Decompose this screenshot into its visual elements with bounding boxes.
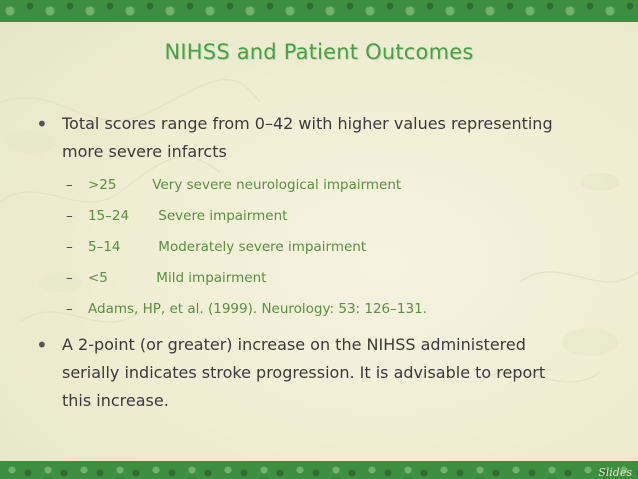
bullet-text-line: Total scores range from 0–42 with higher values representing (62, 114, 553, 133)
dash-glyph: – (66, 239, 73, 255)
dash-glyph: – (66, 177, 73, 193)
bullet-text-line: serially indicates stroke progression. It is advisable to report (62, 363, 546, 382)
bullet-glyph: • (36, 112, 48, 136)
subitem-label: Moderately severe impairment (158, 239, 367, 255)
bullet-text-line: A 2-point (or greater) increase on the NIHSS administered (62, 335, 526, 354)
subitem-range: 15–24 (88, 208, 130, 224)
dash-glyph: – (66, 270, 73, 286)
subitem-moderately-severe (36, 232, 606, 263)
top-decorative-band (0, 0, 638, 22)
watermark-text: Slides (598, 466, 632, 479)
bullet-score-range (36, 110, 606, 166)
bullet-text-line: more severe infarcts (62, 142, 227, 161)
subitem-range: 5–14 (88, 239, 121, 255)
subitem-very-severe (36, 170, 606, 201)
subitem-citation (36, 294, 606, 325)
bullet-text-line: this increase. (62, 391, 169, 410)
subitem-range: >25 (88, 177, 117, 193)
bullet-stroke-progression (36, 331, 606, 415)
subitem-range: <5 (88, 270, 108, 286)
slide-content (36, 110, 606, 415)
slide-title: NIHSS and Patient Outcomes (164, 40, 474, 64)
citation-text: Adams, HP, et al. (1999). Neurology: 53: 126–131. (88, 301, 427, 317)
subitem-severe (36, 201, 606, 232)
dash-glyph: – (66, 301, 73, 317)
subitem-label: Very severe neurological impairment (152, 177, 402, 193)
bottom-decorative-band (0, 461, 638, 479)
dash-glyph: – (66, 208, 73, 224)
subitem-label: Severe impairment (158, 208, 288, 224)
score-subitems (36, 170, 606, 325)
bullet-glyph: • (36, 333, 48, 357)
subitem-label: Mild impairment (156, 270, 267, 286)
subitem-mild (36, 263, 606, 294)
